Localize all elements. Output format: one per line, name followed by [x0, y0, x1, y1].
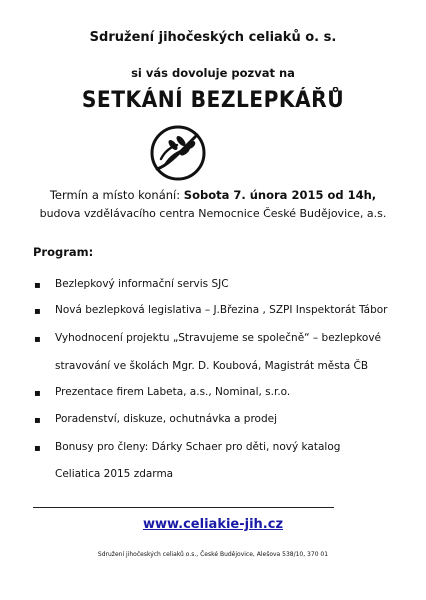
program-item-continuation: Celiatica 2015 zdarma	[55, 468, 174, 480]
organization-name: Sdružení jihočeských celiaků o. s.	[89, 30, 337, 45]
bullet: ▪	[34, 443, 41, 454]
program-item: Bezlepkový informační servis SJC	[55, 278, 229, 290]
website-link[interactable]: www.celiakie-jih.cz	[142, 517, 284, 532]
date-label: Termín a místo konání:	[49, 188, 184, 202]
bullet: ▪	[34, 280, 41, 291]
event-date: Sobota 7. února 2015 od 14h,	[183, 188, 377, 202]
program-item-continuation: stravování ve školách Mgr. D. Koubová, Magistrát města ČB	[55, 360, 369, 372]
event-title: SETKÁNÍ BEZLEPKÁŘŮ	[81, 88, 345, 113]
bullet: ▪	[34, 306, 41, 317]
invite-line: si vás dovoluje pozvat na	[131, 66, 295, 80]
program-item: Vyhodnocení projektu „Stravujeme se společně“ – bezlepkové	[55, 332, 382, 344]
footer-address: Sdružení jihočeských celiaků o.s., České Budějovice, Alešova 538/10, 370 01	[97, 551, 329, 558]
bullet: ▪	[34, 334, 41, 345]
crossed-grain-icon	[147, 125, 209, 181]
bullet: ▪	[34, 388, 41, 399]
event-venue: budova vzdělávacího centra Nemocnice České Budějovice, a.s.	[39, 207, 387, 220]
divider	[33, 507, 334, 508]
program-item: Poradenství, diskuze, ochutnávka a prodej	[55, 413, 278, 425]
program-item: Bonusy pro členy: Dárky Schaer pro děti, nový katalog	[55, 441, 341, 453]
program-heading: Program:	[33, 245, 94, 259]
event-date-line	[0, 188, 426, 202]
bullet: ▪	[34, 415, 41, 426]
program-item: Nová bezlepková legislativa – J.Březina , SZPI Inspektorát Tábor	[55, 304, 388, 316]
program-item: Prezentace firem Labeta, a.s., Nominal, s.r.o.	[55, 386, 291, 398]
